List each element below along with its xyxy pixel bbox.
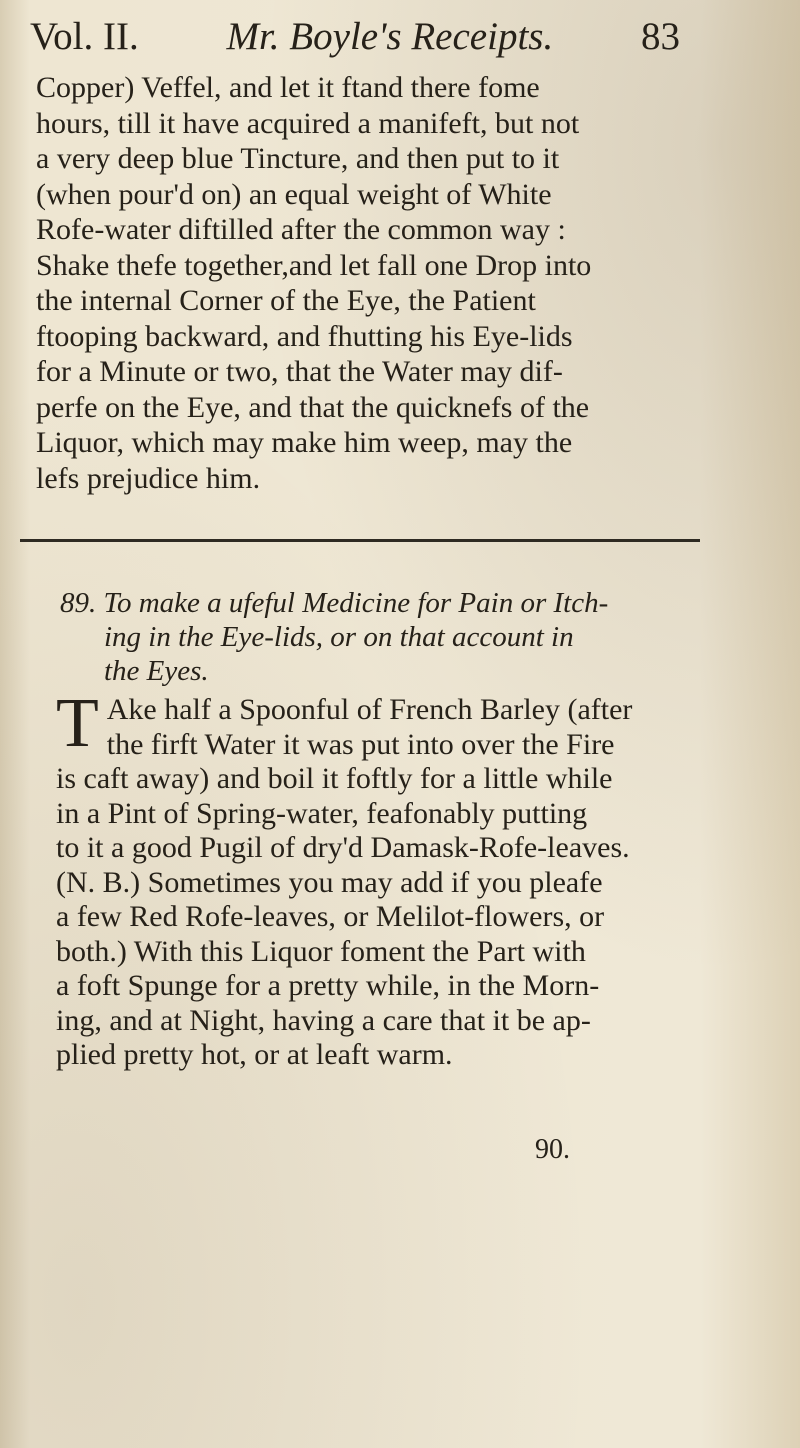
text-line: a few Red Rofe-leaves, or Melilot-flowers, or: [56, 900, 605, 933]
text-line: ftooping backward, and fhutting his Eye-lids: [36, 319, 573, 353]
heading-line: the Eyes.: [104, 655, 209, 687]
text-line: perfe on the Eye, and that the quicknefs of the: [36, 390, 590, 424]
section-divider: [20, 539, 700, 542]
text-line: plied pretty hot, or at leaft warm.: [56, 1038, 453, 1071]
continued-paragraph: [36, 70, 736, 496]
catchword: 90.: [535, 1134, 570, 1165]
text-line: for a Minute or two, that the Water may dif-: [36, 355, 563, 388]
text-line: (N. B.) Sometimes you may add if you pleafe: [56, 865, 603, 899]
recipe-paragraph: [56, 685, 756, 1073]
text-line: Rofe-water diftilled after the common way :: [36, 213, 566, 246]
text-line: Ake half a Spoonful of French Barley (after: [106, 693, 633, 726]
text-line: a foft Spunge for a pretty while, in the Morn-: [56, 969, 600, 1002]
heading-line: ing in the Eye-lids, or on that account in: [104, 621, 574, 653]
text-line: a very deep blue Tincture, and then put to it: [36, 142, 560, 175]
text-line: Liquor, which may make him weep, may the: [36, 426, 573, 459]
text-line: Copper) Veffel, and let it ftand there fome: [36, 71, 540, 104]
volume-label: Vol. II.: [30, 15, 139, 58]
text-line: in a Pint of Spring-water, feafonably putting: [56, 796, 588, 830]
text-line: (when pour'd on) an equal weight of White: [36, 177, 552, 211]
page-number: 83: [640, 15, 680, 58]
drop-cap: T: [56, 685, 99, 762]
text-line: lefs prejudice him.: [36, 461, 261, 495]
text-line: to it a good Pugil of dry'd Damask-Rofe-leaves.: [56, 831, 630, 864]
text-line: the firft Water it was put into over the Fire: [106, 727, 615, 761]
text-line: is caft away) and boil it foftly for a little while: [56, 762, 613, 795]
text-line: hours, till it have acquired a manifeft, but not: [36, 106, 580, 140]
text-line: Shake thefe together,and let fall one Drop into: [36, 248, 592, 282]
text-line: the internal Corner of the Eye, the Patient: [36, 284, 536, 317]
heading-line: 89. To make a ufeful Medicine for Pain or Itch-: [60, 587, 609, 619]
running-header: [30, 14, 680, 59]
page-title: Mr. Boyle's Receipts.: [226, 15, 554, 58]
text-line: both.) With this Liquor foment the Part with: [56, 934, 586, 968]
section-heading: [60, 586, 740, 688]
text-line: ing, and at Night, having a care that it be ap-: [56, 1003, 591, 1037]
